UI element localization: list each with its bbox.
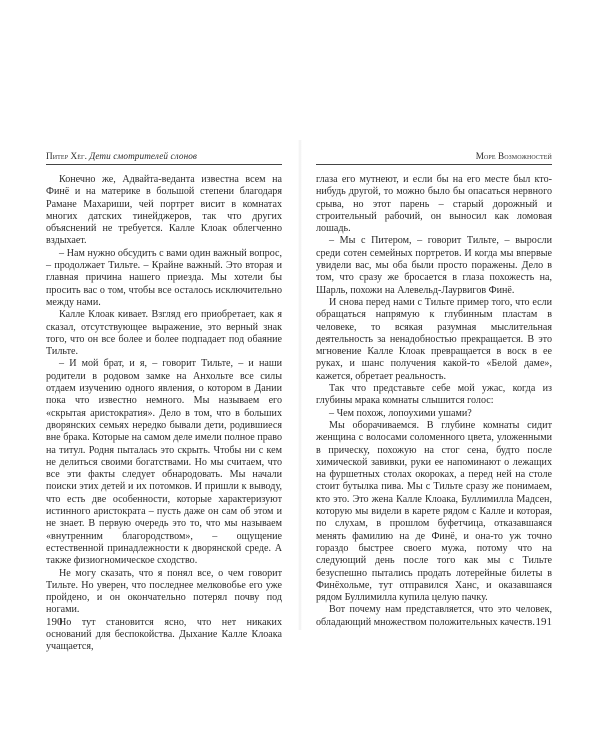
paragraph: И снова перед нами с Тильте пример того, что если обращаться напрямую к глубинным пластам в человеке, то всякая разумная мыслительная деятельность за ненадобностью прекращается. В это мгновение Калле Клоак превращается в воск в ее руках, и шанс получения какой-то «Белой даме», кажется, обретает реальность.	[316, 296, 552, 382]
left-page-text	[46, 174, 282, 654]
paragraph: Не могу сказать, что я понял все, о чем говорит Тильте. Но уверен, что последнее мелковобье его уже пройдено, и он окончательно потерял почву под ногами.	[46, 567, 282, 616]
paragraph: Мы оборачиваемся. В глубине комнаты сидит женщина с волосами соломенного цвета, уложенными в прическу, похожую на стог сена, будто после химической завивки, руки ее напоминают о лежащих на фуршетных столах окороках, а перед ней на столе стоит бутылка пива. Мы с Тильте сразу же понимаем, кто это. Это жена Калле Клоака, Буллимилла Мадсен, которую мы видели в карете рядом с Калле и которая, по слухам, в прошлом буфетчица, отказавшаяся менять фамилию на де Финё, и она-то уж точно гораздо быстрее своего мужа, потому что на следующий день после того как мы с Тильте безуспешно пытались продать лотерейные билеты в Финёхольме, тут отправился Ханс, и оказавшаяся рядом Буллимилла купила целую пачку.	[316, 419, 552, 604]
paragraph: Так что представьте себе мой ужас, когда из глубины мрака комнаты слышится голос:	[316, 383, 552, 407]
header-author: Питер Хёг.	[46, 151, 87, 161]
paragraph: Конечно же, Адвайта-веданта известна всем на Финё и на материке в большой степени благодаря Рамане Махариши, чей портрет висит в комнатах многих датских тинейджеров, так что других объяснений не требуется. Калле Клоак облегченно вздыхает.	[46, 174, 282, 247]
paragraph: глаза его мутнеют, и если бы на его месте был кто-нибудь другой, то можно было бы опасаться нервного срыва, но этот парень – старый дорожный и строительный рабочий, он выносил как ломовая лошадь.	[316, 174, 552, 235]
running-header-right: Море Возможностей	[316, 150, 552, 165]
running-header-left	[46, 150, 282, 165]
header-book-title: Дети смотрителей слонов	[89, 151, 198, 161]
paragraph: – Нам нужно обсудить с вами один важный вопрос, – продолжает Тильте. – Крайне важный. Это вторая и главная причина нашего приезда. Мы хотели бы просить вас о том, чтобы все осталось исключительно между нами.	[46, 247, 282, 308]
page-number-left: 190	[46, 616, 63, 628]
page-number-right: 191	[535, 616, 552, 628]
paragraph: Калле Клоак кивает. Взгляд его приобретает, как я сказал, отсутствующее выражение, это верный знак того, что он все более и более подпадает под обаяние Тильте.	[46, 309, 282, 358]
page-gutter	[298, 140, 302, 630]
paragraph: Но тут становится ясно, что нет никаких оснований для беспокойства. Дыхание Калле Клоака учащается,	[46, 616, 282, 653]
left-page	[46, 150, 282, 653]
right-page	[316, 150, 552, 628]
paragraph: – И мой брат, и я, – говорит Тильте, – и наши родители в родовом замке на Анхольте все силы отдаем изучению одного явления, о котором в Дании пока что известно немного. Мы называем его «скрытая аристократия». Дело в том, что в больших дворянских семьях нередко бывали дети, родившиеся вне брака. Которые на самом деле имели полное право на титул. Родня пыталась это скрыть. Чтобы ни с кем не делиться своими богатствами. Но мы считаем, что все эти факты следует обнародовать. Мы начали поиски этих детей и их потомков. И пришли к выводу, что есть две особенности, которые характеризуют истинного аристократа – пусть даже он сам об этом и не знает. В первую очередь это то, что мы называем «внутренним благородством», – ощущение естественной принадлежности к дворянской среде. А также физиогномическое сходство.	[46, 358, 282, 567]
paragraph: Вот почему нам представляется, что это человек, обладающий множеством положительных качеств.	[316, 604, 552, 628]
paragraph: – Чем похож, лопоухими ушами?	[329, 407, 472, 419]
paragraph: – Мы с Питером, – говорит Тильте, – выросли среди сотен семейных портретов. И когда мы впервые увидели вас, мы оба были просто поражены. Дело в том, что сразу же бросается в глаза похожесть на, Шарль, похожи на Алевельд-Лаурвигов Финё.	[316, 235, 552, 296]
right-page-text	[316, 174, 552, 629]
